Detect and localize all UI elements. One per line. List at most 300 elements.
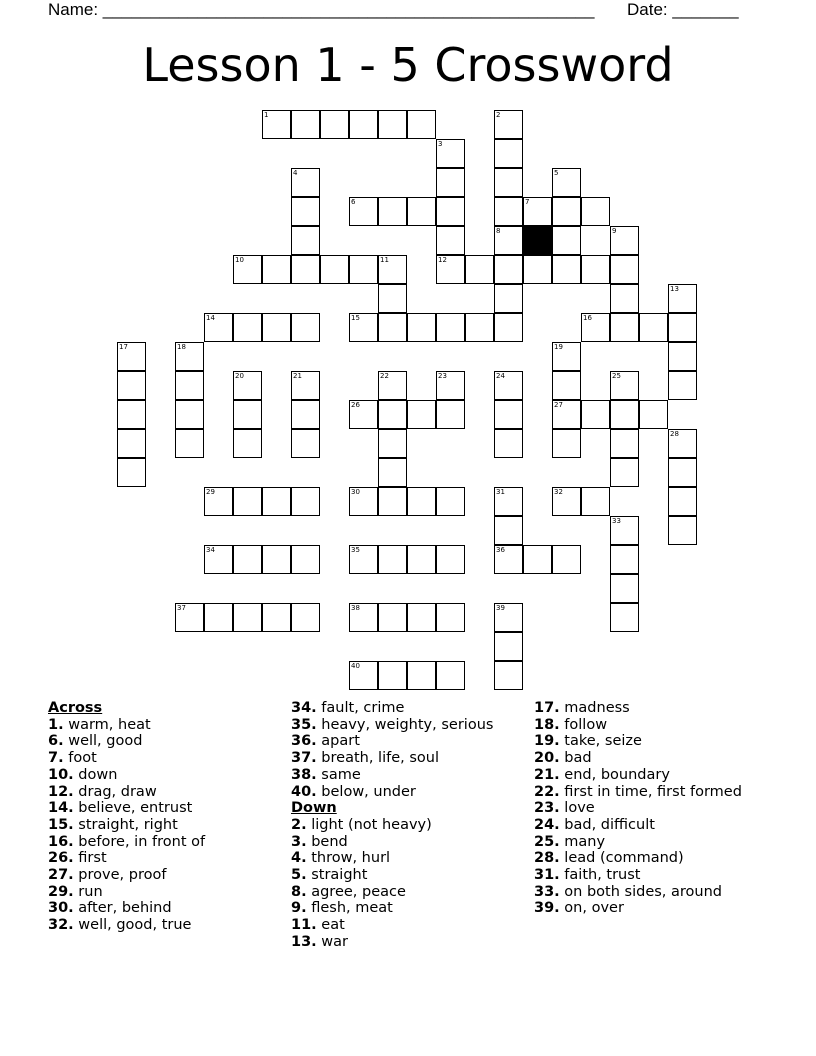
grid-cell[interactable] [436, 371, 465, 400]
clue-text: drag, draw [73, 783, 157, 800]
grid-cell[interactable] [436, 139, 465, 168]
grid-cell[interactable] [117, 400, 146, 429]
clue-number: 3. [291, 833, 307, 850]
grid-cell[interactable] [378, 400, 407, 429]
clue-text: well, good [63, 733, 143, 750]
grid-cell[interactable] [262, 313, 291, 342]
grid-cell[interactable] [494, 168, 523, 197]
grid-cell[interactable] [494, 284, 523, 313]
grid-cell[interactable] [523, 545, 552, 574]
grid-cell[interactable] [668, 429, 697, 458]
grid-cell[interactable] [494, 429, 523, 458]
cell-number: 13 [670, 285, 679, 293]
grid-cell[interactable] [349, 661, 378, 690]
clue-text: faith, trust [559, 867, 641, 884]
grid-cell[interactable] [465, 313, 494, 342]
grid-cell[interactable] [494, 226, 523, 255]
clue-number: 32. [48, 917, 74, 934]
grid-cell[interactable] [233, 487, 262, 516]
grid-cell[interactable] [291, 371, 320, 400]
cell-number: 40 [351, 662, 360, 670]
clue-text: down [73, 766, 118, 783]
grid-cell[interactable] [668, 313, 697, 342]
grid-cell[interactable] [204, 545, 233, 574]
across-heading: Across [48, 700, 103, 716]
grid-cell[interactable] [378, 603, 407, 632]
clue-number: 13. [291, 933, 317, 950]
grid-cell[interactable] [117, 458, 146, 487]
cell-number: 37 [177, 604, 186, 612]
cell-number: 12 [438, 256, 447, 264]
clue-number: 33. [534, 883, 560, 900]
clue-number: 29. [48, 883, 74, 900]
clue-item [291, 717, 493, 734]
grid-cell[interactable] [262, 545, 291, 574]
cell-number: 21 [293, 372, 302, 380]
clue-item [291, 934, 493, 951]
grid-cell[interactable] [407, 400, 436, 429]
page-title: Lesson 1 - 5 Crossword [142, 38, 674, 92]
blocked-cell [523, 226, 552, 255]
grid-cell[interactable] [262, 487, 291, 516]
grid-cell[interactable] [436, 255, 465, 284]
grid-cell[interactable] [552, 400, 581, 429]
grid-cell[interactable] [233, 313, 262, 342]
grid-cell[interactable] [436, 197, 465, 226]
grid-cell[interactable] [291, 429, 320, 458]
clue-text: bad [559, 750, 592, 767]
cell-number: 10 [235, 256, 244, 264]
cell-number: 4 [293, 169, 298, 177]
grid-cell[interactable] [494, 516, 523, 545]
grid-cell[interactable] [494, 632, 523, 661]
grid-cell[interactable] [610, 574, 639, 603]
clue-item [291, 834, 493, 851]
cell-number: 1 [264, 111, 269, 119]
grid-cell[interactable] [204, 487, 233, 516]
grid-cell[interactable] [320, 255, 349, 284]
clue-number: 2. [291, 816, 307, 833]
grid-cell[interactable] [204, 313, 233, 342]
grid-cell[interactable] [552, 168, 581, 197]
grid-cell[interactable] [436, 661, 465, 690]
clue-text: apart [316, 733, 360, 750]
clue-text: straight, right [73, 816, 178, 833]
clue-item [534, 717, 742, 734]
grid-cell[interactable] [349, 603, 378, 632]
grid-cell[interactable] [233, 371, 262, 400]
cell-number: 23 [438, 372, 447, 380]
grid-cell[interactable] [668, 516, 697, 545]
grid-cell[interactable] [233, 400, 262, 429]
clue-number: 20. [534, 750, 560, 767]
cell-number: 17 [119, 343, 128, 351]
grid-cell[interactable] [494, 197, 523, 226]
grid-cell[interactable] [378, 661, 407, 690]
grid-cell[interactable] [494, 371, 523, 400]
clue-number: 6. [48, 733, 64, 750]
grid-cell[interactable] [117, 429, 146, 458]
clue-text: heavy, weighty, serious [316, 716, 494, 733]
cell-number: 3 [438, 140, 443, 148]
grid-cell[interactable] [668, 371, 697, 400]
grid-cell[interactable] [378, 197, 407, 226]
grid-cell[interactable] [610, 603, 639, 632]
grid-cell[interactable] [610, 458, 639, 487]
grid-cell[interactable] [552, 226, 581, 255]
clue-text: agree, peace [306, 883, 406, 900]
cell-number: 28 [670, 430, 679, 438]
cell-number: 7 [525, 198, 530, 206]
grid-cell[interactable] [407, 110, 436, 139]
grid-cell[interactable] [378, 284, 407, 313]
grid-cell[interactable] [407, 661, 436, 690]
clue-item [48, 900, 205, 917]
grid-cell[interactable] [233, 255, 262, 284]
grid-cell[interactable] [175, 400, 204, 429]
cell-number: 22 [380, 372, 389, 380]
clue-item [291, 917, 493, 934]
clue-number: 23. [534, 800, 560, 817]
clue-number: 10. [48, 766, 74, 783]
grid-cell[interactable] [233, 545, 262, 574]
clue-number: 14. [48, 800, 74, 817]
clue-item [291, 900, 493, 917]
cell-number: 11 [380, 256, 389, 264]
grid-cell[interactable] [291, 313, 320, 342]
grid-cell[interactable] [436, 545, 465, 574]
grid-cell[interactable] [349, 400, 378, 429]
grid-cell[interactable] [291, 197, 320, 226]
grid-cell[interactable] [175, 371, 204, 400]
grid-cell[interactable] [262, 110, 291, 139]
grid-cell[interactable] [349, 255, 378, 284]
cell-number: 6 [351, 198, 356, 206]
cell-number: 2 [496, 111, 501, 119]
clue-number: 40. [291, 783, 317, 800]
clue-item [291, 750, 493, 767]
clue-item [534, 867, 742, 884]
cell-number: 24 [496, 372, 505, 380]
clue-text: follow [559, 716, 608, 733]
grid-cell[interactable] [523, 255, 552, 284]
clue-text: take, seize [559, 733, 642, 750]
clue-number: 34. [291, 700, 317, 716]
clue-item [48, 917, 205, 934]
grid-cell[interactable] [436, 168, 465, 197]
clue-item [48, 784, 205, 801]
cell-number: 16 [583, 314, 592, 322]
clue-item [48, 717, 205, 734]
grid-cell[interactable] [610, 371, 639, 400]
clue-text: on both sides, around [559, 883, 722, 900]
grid-cell[interactable] [378, 371, 407, 400]
cell-number: 26 [351, 401, 360, 409]
clue-item [534, 750, 742, 767]
grid-cell[interactable] [233, 429, 262, 458]
clue-column-1 [48, 700, 205, 934]
grid-cell[interactable] [552, 429, 581, 458]
cell-number: 15 [351, 314, 360, 322]
grid-cell[interactable] [436, 226, 465, 255]
grid-cell[interactable] [407, 487, 436, 516]
grid-cell[interactable] [494, 313, 523, 342]
date-field-label[interactable]: Date: _______ [627, 0, 739, 19]
grid-cell[interactable] [117, 342, 146, 371]
clue-item [291, 733, 493, 750]
grid-cell[interactable] [581, 197, 610, 226]
grid-cell[interactable] [668, 284, 697, 313]
clue-text: throw, hurl [306, 850, 391, 867]
grid-cell[interactable] [117, 371, 146, 400]
grid-cell[interactable] [494, 255, 523, 284]
cell-number: 9 [612, 227, 617, 235]
grid-cell[interactable] [378, 255, 407, 284]
grid-cell[interactable] [668, 342, 697, 371]
clue-item [48, 767, 205, 784]
clue-item [534, 817, 742, 834]
clue-item [291, 850, 493, 867]
cell-number: 36 [496, 546, 505, 554]
clue-item [534, 784, 742, 801]
cell-number: 25 [612, 372, 621, 380]
clue-text: after, behind [73, 900, 172, 917]
grid-cell[interactable] [175, 429, 204, 458]
grid-cell[interactable] [378, 487, 407, 516]
grid-cell[interactable] [610, 313, 639, 342]
grid-cell[interactable] [320, 110, 349, 139]
clue-text: on, over [559, 900, 624, 917]
grid-cell[interactable] [175, 603, 204, 632]
grid-cell[interactable] [639, 313, 668, 342]
clue-number: 36. [291, 733, 317, 750]
clue-item [534, 834, 742, 851]
grid-cell[interactable] [378, 458, 407, 487]
cell-number: 20 [235, 372, 244, 380]
grid-cell[interactable] [610, 400, 639, 429]
grid-cell[interactable] [291, 226, 320, 255]
clue-text: bad, difficult [559, 816, 655, 833]
grid-cell[interactable] [552, 487, 581, 516]
clue-text: warm, heat [63, 716, 151, 733]
grid-cell[interactable] [581, 255, 610, 284]
grid-cell[interactable] [378, 545, 407, 574]
cell-number: 32 [554, 488, 563, 496]
grid-cell[interactable] [494, 661, 523, 690]
grid-cell[interactable] [523, 197, 552, 226]
grid-cell[interactable] [610, 516, 639, 545]
clue-number: 8. [291, 883, 307, 900]
clue-number: 35. [291, 716, 317, 733]
grid-cell[interactable] [378, 429, 407, 458]
clue-item [48, 834, 205, 851]
grid-cell[interactable] [494, 139, 523, 168]
clue-number: 5. [291, 867, 307, 884]
clue-item [291, 867, 493, 884]
grid-cell[interactable] [436, 487, 465, 516]
grid-cell[interactable] [494, 400, 523, 429]
grid-cell[interactable] [639, 400, 668, 429]
clue-item [48, 750, 205, 767]
clue-number: 4. [291, 850, 307, 867]
clue-item [534, 733, 742, 750]
clue-item [48, 817, 205, 834]
clue-number: 17. [534, 700, 560, 716]
clue-text: first in time, first formed [559, 783, 742, 800]
clue-number: 15. [48, 816, 74, 833]
clue-text: straight [306, 867, 368, 884]
clue-number: 12. [48, 783, 74, 800]
clue-text: first [73, 850, 107, 867]
clue-item [534, 700, 742, 717]
grid-cell[interactable] [668, 458, 697, 487]
cell-number: 29 [206, 488, 215, 496]
grid-cell[interactable] [378, 313, 407, 342]
cell-number: 33 [612, 517, 621, 525]
cell-number: 5 [554, 169, 559, 177]
clue-text: run [73, 883, 103, 900]
clue-number: 1. [48, 716, 64, 733]
grid-cell[interactable] [668, 487, 697, 516]
grid-cell[interactable] [581, 313, 610, 342]
clue-column-3 [534, 700, 742, 917]
clue-number: 31. [534, 867, 560, 884]
grid-cell[interactable] [610, 545, 639, 574]
grid-cell[interactable] [291, 400, 320, 429]
cell-number: 31 [496, 488, 505, 496]
grid-cell[interactable] [291, 545, 320, 574]
clue-item [291, 767, 493, 784]
cell-number: 34 [206, 546, 215, 554]
clue-number: 16. [48, 833, 74, 850]
clue-number: 7. [48, 750, 64, 767]
clue-text: madness [559, 700, 630, 716]
clue-item [48, 884, 205, 901]
clue-text: lead (command) [559, 850, 684, 867]
clue-item [534, 900, 742, 917]
clue-number: 25. [534, 833, 560, 850]
cell-number: 39 [496, 604, 505, 612]
cell-number: 30 [351, 488, 360, 496]
clue-item [291, 817, 493, 834]
clue-text: prove, proof [73, 867, 167, 884]
grid-cell[interactable] [494, 603, 523, 632]
grid-cell[interactable] [349, 487, 378, 516]
grid-cell[interactable] [349, 197, 378, 226]
clue-number: 26. [48, 850, 74, 867]
clue-number: 24. [534, 816, 560, 833]
grid-cell[interactable] [407, 603, 436, 632]
grid-cell[interactable] [436, 603, 465, 632]
grid-cell[interactable] [407, 313, 436, 342]
clue-item [48, 733, 205, 750]
clue-text: believe, entrust [73, 800, 193, 817]
clue-number: 39. [534, 900, 560, 917]
grid-cell[interactable] [291, 168, 320, 197]
cell-number: 27 [554, 401, 563, 409]
grid-cell[interactable] [581, 487, 610, 516]
cell-number: 38 [351, 604, 360, 612]
grid-cell[interactable] [436, 400, 465, 429]
grid-cell[interactable] [378, 110, 407, 139]
grid-cell[interactable] [610, 255, 639, 284]
clue-text: below, under [316, 783, 416, 800]
grid-cell[interactable] [610, 284, 639, 313]
down-heading: Down [291, 800, 337, 817]
grid-cell[interactable] [494, 487, 523, 516]
grid-cell[interactable] [494, 110, 523, 139]
cell-number: 18 [177, 343, 186, 351]
grid-cell[interactable] [407, 197, 436, 226]
grid-cell[interactable] [610, 226, 639, 255]
grid-cell[interactable] [552, 197, 581, 226]
grid-cell[interactable] [581, 400, 610, 429]
grid-cell[interactable] [407, 545, 436, 574]
clue-text: eat [316, 917, 345, 934]
clue-item [534, 884, 742, 901]
grid-cell[interactable] [349, 545, 378, 574]
grid-cell[interactable] [233, 603, 262, 632]
grid-cell[interactable] [291, 110, 320, 139]
grid-cell[interactable] [349, 313, 378, 342]
clue-text: breath, life, soul [316, 750, 439, 767]
clue-number: 18. [534, 716, 560, 733]
grid-cell[interactable] [291, 255, 320, 284]
clue-text: war [316, 933, 349, 950]
clue-item [48, 800, 205, 817]
clue-text: flesh, meat [306, 900, 393, 917]
grid-cell[interactable] [436, 313, 465, 342]
clue-text: light (not heavy) [306, 816, 432, 833]
grid-cell[interactable] [291, 487, 320, 516]
name-field-label[interactable]: Name: ____________________________________________________ [48, 0, 595, 19]
clue-item [534, 800, 742, 817]
cell-number: 14 [206, 314, 215, 322]
clue-number: 21. [534, 766, 560, 783]
grid-cell[interactable] [204, 603, 233, 632]
clue-text: many [559, 833, 606, 850]
grid-cell[interactable] [262, 255, 291, 284]
clue-number: 30. [48, 900, 74, 917]
grid-cell[interactable] [494, 545, 523, 574]
grid-cell[interactable] [552, 342, 581, 371]
clue-item [291, 884, 493, 901]
clue-text: same [316, 766, 361, 783]
grid-cell[interactable] [465, 255, 494, 284]
grid-cell[interactable] [262, 603, 291, 632]
clue-text: love [559, 800, 595, 817]
grid-cell[interactable] [610, 429, 639, 458]
grid-cell[interactable] [291, 603, 320, 632]
clue-number: 37. [291, 750, 317, 767]
grid-cell[interactable] [175, 342, 204, 371]
clue-item [534, 850, 742, 867]
clue-item [291, 700, 493, 717]
clue-text: fault, crime [316, 700, 405, 716]
clue-text: bend [306, 833, 348, 850]
grid-cell[interactable] [552, 255, 581, 284]
grid-cell[interactable] [552, 545, 581, 574]
clue-number: 28. [534, 850, 560, 867]
clue-text: end, boundary [559, 766, 670, 783]
grid-cell[interactable] [349, 110, 378, 139]
clue-item [534, 767, 742, 784]
clue-item [291, 784, 493, 801]
clue-number: 38. [291, 766, 317, 783]
grid-cell[interactable] [552, 371, 581, 400]
clue-number: 19. [534, 733, 560, 750]
clue-item [48, 867, 205, 884]
